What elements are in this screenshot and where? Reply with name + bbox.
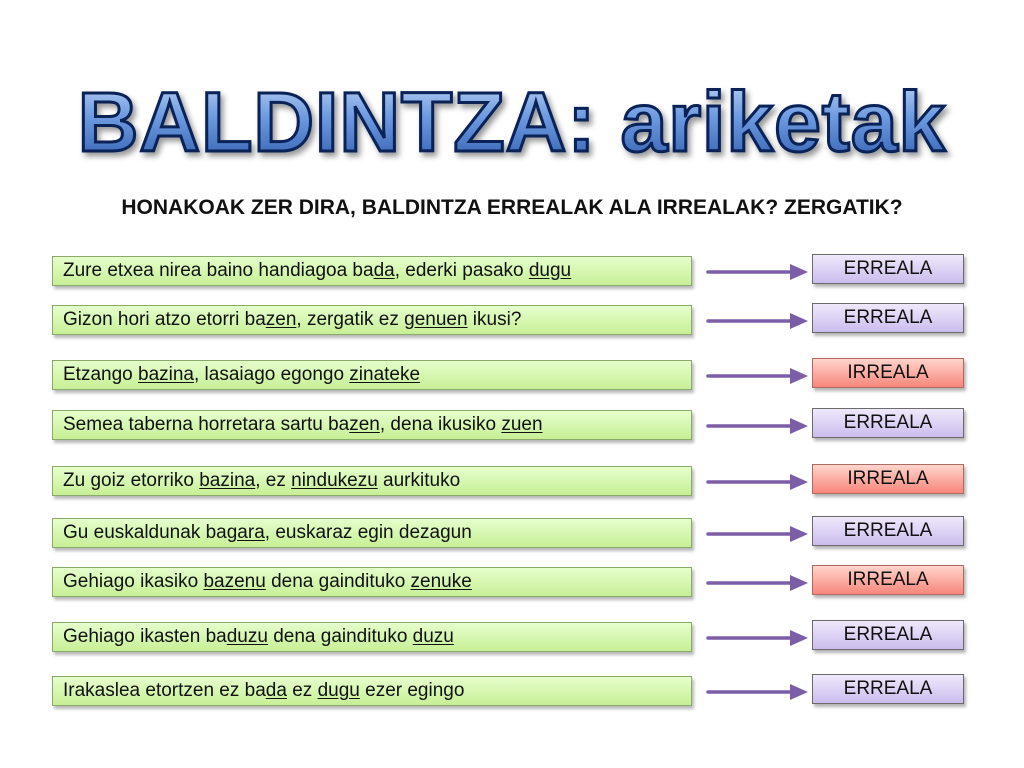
sentence-text: Gehiago ikasten ba: [63, 626, 227, 647]
sentence-box: [52, 518, 692, 548]
sentence-text: dena gaindituko: [265, 571, 411, 592]
sentence-box: [52, 410, 692, 440]
underlined-verb: zinateke: [349, 364, 421, 385]
answer-box-errealak: ERREALA: [812, 674, 964, 704]
sentence-text: Semea taberna horretara sartu ba: [63, 414, 350, 435]
sentence-text: ikusi?: [467, 309, 522, 330]
answer-box-errealak: ERREALA: [812, 254, 964, 284]
sentence-box: [52, 256, 692, 286]
sentence-text: ezer egingo: [359, 680, 465, 701]
underlined-verb: nindukezu: [291, 470, 378, 491]
sentence-text: Gehiago ikasiko: [63, 571, 204, 592]
underlined-verb: dugu: [528, 260, 572, 281]
underlined-verb: gara: [226, 522, 265, 543]
underlined-verb: bazenu: [203, 571, 266, 592]
sentence-text: , lasaiago egongo: [194, 364, 350, 385]
exercise-row: [0, 516, 1024, 552]
underlined-verb: da: [265, 680, 287, 701]
sentence-text: Zu goiz etorriko: [63, 470, 200, 491]
sentence-box: [52, 305, 692, 335]
arrow-right-icon: [706, 365, 810, 387]
answer-box-errealak: ERREALA: [812, 620, 964, 650]
answer-box-errealak: ERREALA: [812, 516, 964, 546]
sentence-box: [52, 622, 692, 652]
arrow-right-icon: [706, 415, 810, 437]
sentence-text: , euskaraz egin dezagun: [264, 522, 472, 543]
exercise-row: [0, 254, 1024, 290]
exercise-row: [0, 408, 1024, 444]
sentence-text: Zure etxea nirea baino handiagoa ba: [63, 260, 374, 281]
underlined-verb: duzu: [412, 626, 454, 647]
underlined-verb: bazina: [138, 364, 194, 385]
underlined-verb: duzu: [226, 626, 268, 647]
underlined-verb: bazina: [199, 470, 256, 491]
sentence-box: [52, 676, 692, 706]
answer-box-errealak: ERREALA: [812, 303, 964, 333]
arrow-right-icon: [706, 261, 810, 283]
exercise-row: [0, 620, 1024, 656]
arrow-right-icon: [706, 627, 810, 649]
underlined-verb: da: [373, 260, 395, 281]
answer-box-irrealak: IRREALA: [812, 358, 964, 388]
sentence-text: dena gaindituko: [267, 626, 413, 647]
underlined-verb: zen: [265, 309, 297, 330]
sentence-text: , ederki pasako: [394, 260, 529, 281]
arrow-right-icon: [706, 681, 810, 703]
answer-box-errealak: ERREALA: [812, 408, 964, 438]
arrow-right-icon: [706, 471, 810, 493]
exercise-row: [0, 303, 1024, 339]
sentence-text: , dena ikusiko: [379, 414, 502, 435]
sentence-text: Gizon hori atzo etorri ba: [63, 309, 266, 330]
sentence-box: [52, 360, 692, 390]
underlined-verb: dugu: [317, 680, 360, 701]
sentence-text: Etzango: [63, 364, 138, 385]
answer-box-irrealak: IRREALA: [812, 565, 964, 595]
sentence-text: ez: [286, 680, 318, 701]
arrow-right-icon: [706, 310, 810, 332]
underlined-verb: genuen: [404, 309, 468, 330]
sentence-box: [52, 567, 692, 597]
sentence-text: aurkituko: [377, 470, 461, 491]
sentence-text: Gu euskaldunak ba: [63, 522, 227, 543]
sentence-text: Irakaslea etortzen ez ba: [63, 680, 266, 701]
exercise-question: HONAKOAK ZER DIRA, BALDINTZA ERREALAK ALA IRREALAK? ZERGATIK?: [121, 196, 903, 219]
exercise-row: [0, 565, 1024, 601]
answer-box-irrealak: IRREALA: [812, 464, 964, 494]
sentence-text: , ez: [255, 470, 292, 491]
arrow-right-icon: [706, 572, 810, 594]
exercise-row: [0, 358, 1024, 394]
arrow-right-icon: [706, 523, 810, 545]
exercise-row: [0, 464, 1024, 500]
underlined-verb: zen: [349, 414, 380, 435]
sentence-box: [52, 466, 692, 496]
underlined-verb: zuen: [501, 414, 543, 435]
underlined-verb: zenuke: [410, 571, 472, 592]
sentence-text: , zergatik ez: [296, 309, 405, 330]
exercise-row: [0, 674, 1024, 710]
slide-title: BALDINTZA: ariketak: [0, 72, 1024, 172]
